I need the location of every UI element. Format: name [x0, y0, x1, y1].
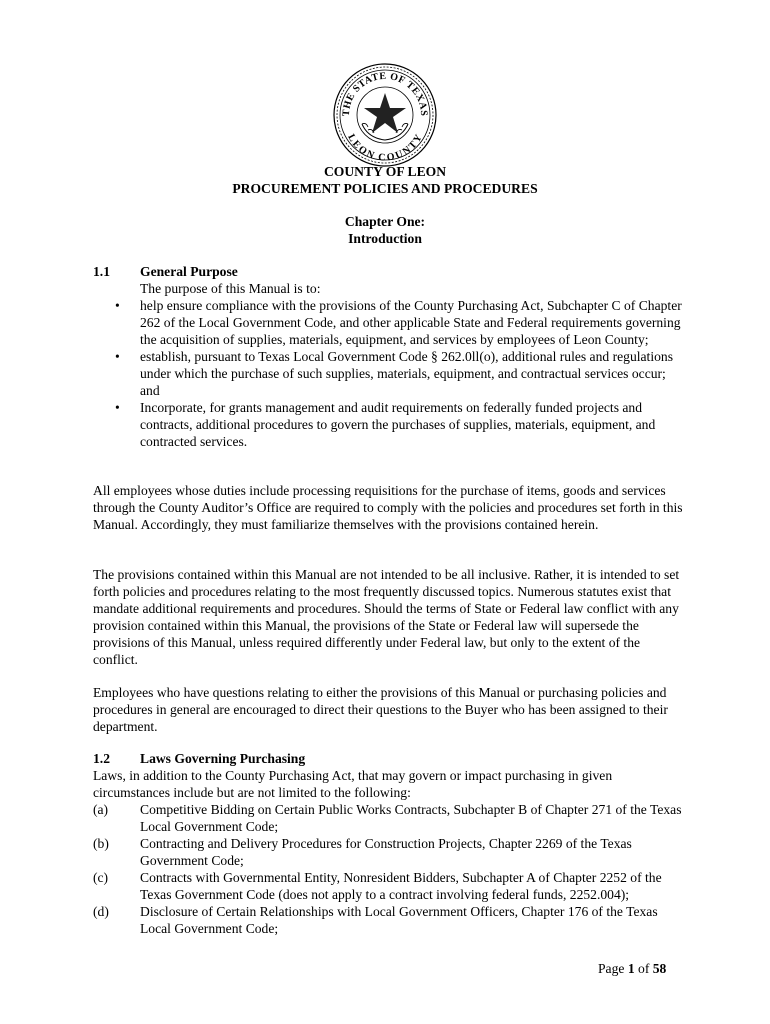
list-item: (b) Contracting and Delivery Procedures for Construction Projects, Chapter 2269 of the Texas Government Code;	[93, 836, 632, 868]
county-seal	[332, 62, 438, 168]
bullet-icon: •	[115, 349, 120, 364]
section-number: 1.1	[93, 264, 110, 279]
list-item: (a) Competitive Bidding on Certain Public Works Contracts, Subchapter B of Chapter 271 of the Texas Local Government Code;	[93, 802, 682, 834]
section-1-1	[93, 263, 683, 450]
title-line-1: COUNTY OF LEON	[323, 164, 447, 179]
list-item: (d) Disclosure of Certain Relationships with Local Government Officers, Chapter 176 of the Texas Local Government Code;	[93, 904, 658, 936]
list-item: (c) Contracts with Governmental Entity, Nonresident Bidders, Subchapter A of Chapter 2252 of the Texas Government Code (does not apply to a contract involving federal funds, 2252.004);	[93, 870, 662, 902]
chapter-heading	[0, 213, 770, 247]
section-number: 1.2	[93, 751, 110, 766]
list-item: • establish, pursuant to Texas Local Government Code § 262.0ll(o), additional rules and regulations under which the purchase of such supplies, materials, equipment, and contractual services occur; and	[115, 349, 673, 398]
paragraph: The provisions contained within this Manual are not intended to be all inclusive. Rather, it is intended to set forth policies and procedures relating to the most frequently discussed topics. Numerous statutes exist that mandate additional requirements and procedures. Should the terms of State or Federal law conflict with any provision contained within this Manual, the provisions of the State or Federal law will supersede the provisions of this Manual, unless required differently under Federal law, but only to the extent of the conflict.	[93, 567, 680, 667]
section-intro: Laws, in addition to the County Purchasing Act, that may govern or impact purchasing in given circumstances include but are not limited to the following:	[93, 768, 613, 800]
star-icon	[364, 93, 406, 133]
title-line-2: PROCUREMENT POLICIES AND PROCEDURES	[232, 181, 538, 196]
paragraph: Employees who have questions relating to either the provisions of this Manual or purchasing policies and procedures in general are encouraged to direct their questions to the Buyer who has been assigned to their department.	[93, 685, 668, 734]
section-title: General Purpose	[140, 264, 238, 279]
list-item: • help ensure compliance with the provisions of the County Purchasing Act, Subchapter C of Chapter 262 of the Local Government Code, and other applicable State and Federal requirements governing the acquisition of supplies, materials, equipment, and services by employees of Leon County;	[115, 298, 682, 347]
svg-text:LEON COUNTY: LEON COUNTY	[345, 132, 425, 164]
chapter-title: Introduction	[348, 231, 422, 246]
list-item: • Incorporate, for grants management and audit requirements on federally funded projects and contracts, additional procedures to govern the purchases of supplies, materials, equipment, and contracted services.	[115, 400, 656, 449]
section-intro: The purpose of this Manual is to:	[140, 281, 321, 296]
bullet-icon: •	[115, 298, 120, 313]
section-heading	[93, 263, 683, 280]
section-heading	[93, 750, 683, 767]
page-number: Page 1 of 58	[598, 961, 667, 976]
bullet-icon: •	[115, 400, 120, 415]
paragraph: All employees whose duties include processing requisitions for the purchase of items, goods and services through the County Auditor’s Office are required to comply with the policies and procedures set forth in this Manual. Accordingly, they must familiarize themselves with the provisions contained herein.	[93, 483, 683, 532]
section-1-2	[93, 750, 683, 937]
chapter-number: Chapter One:	[344, 214, 426, 229]
svg-text:THE STATE OF TEXAS: THE STATE OF TEXAS	[340, 70, 430, 117]
section-title: Laws Governing Purchasing	[140, 751, 306, 766]
document-title	[0, 163, 770, 197]
